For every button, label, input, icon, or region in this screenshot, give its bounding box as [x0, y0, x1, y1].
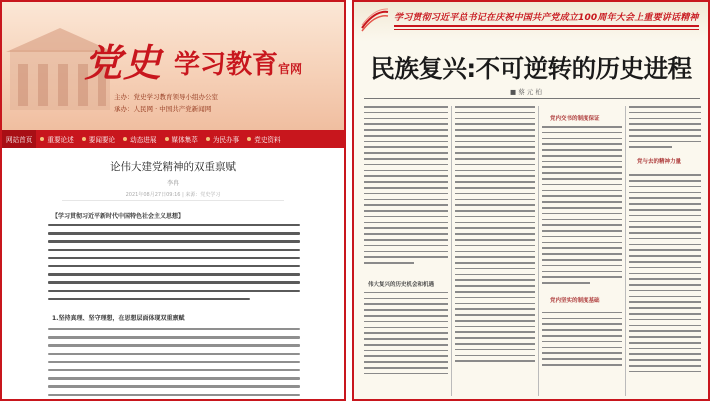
article-paragraph — [48, 328, 300, 401]
nav-item-progress[interactable] — [119, 134, 160, 144]
column-divider — [538, 106, 539, 396]
site-logo[interactable] — [84, 32, 162, 87]
bullet-icon — [82, 137, 86, 141]
article-headline: 民族复兴:不可逆转的历史进程 — [370, 54, 692, 83]
divider — [62, 200, 284, 201]
subhead-history: 伟大复兴的历史机会和机遇 — [368, 282, 435, 288]
logo-sub-text: 学习教育 — [174, 50, 279, 80]
newspaper-page — [352, 0, 710, 401]
nav-label: 重要论述 — [47, 136, 74, 144]
divider — [394, 25, 699, 27]
nav-item-home[interactable] — [2, 130, 36, 148]
column-header: 学习贯彻习近平总书记在庆祝中国共产党成立100周年大会上重要讲话精神 — [394, 13, 699, 23]
nav-label: 为民办事 — [212, 136, 240, 144]
undertaker-text: 承办：人民网 · 中国共产党新闻网 — [114, 105, 212, 113]
editor-note: 【学习贯彻习近平新时代中国特色社会主义思想】 — [52, 213, 185, 220]
bullet-icon — [40, 137, 44, 141]
logo-suffix: 官网 — [278, 62, 303, 76]
nav-item-news[interactable] — [78, 134, 119, 144]
bullet-icon — [123, 137, 127, 141]
nav-label: 媒体集萃 — [171, 136, 198, 144]
column-divider — [451, 106, 452, 396]
nav-label: 动态进展 — [130, 136, 157, 144]
section-heading: 1.坚持真理、坚守理想，在思想层面体现双重禀赋 — [52, 315, 185, 322]
site-logo-subtitle — [174, 44, 302, 81]
article-title: 论伟大建党精神的双重禀赋 — [110, 161, 236, 173]
byline: ■ 蔡 元 柏 — [510, 88, 542, 96]
text-column — [364, 106, 448, 379]
bullet-icon — [206, 137, 210, 141]
logo-main-text: 党史 — [84, 40, 163, 85]
decorative-stripes-icon — [360, 8, 390, 32]
text-column — [542, 106, 622, 370]
article-paragraph — [48, 224, 300, 306]
nav-label: 党史资料 — [254, 136, 281, 144]
nav-item-history[interactable] — [243, 134, 284, 144]
subhead-foundation: 党内坚实的制度基础 — [550, 298, 600, 304]
divider — [364, 98, 700, 99]
text-column — [629, 106, 701, 377]
article-meta: 2021年08月27日09:16 | 来源：党史学习 — [125, 192, 221, 198]
text-column — [455, 106, 535, 366]
subhead-spirit: 党与去的精神力量 — [637, 159, 682, 165]
subhead-system: 党内交书的制度保证 — [550, 116, 600, 122]
organizer-text: 主办：党史学习教育领导小组办公室 — [114, 93, 218, 101]
column-divider — [625, 106, 626, 396]
nav-label: 要闻要论 — [88, 136, 116, 144]
nav-item-speeches[interactable] — [36, 134, 77, 144]
nav-item-media[interactable] — [161, 134, 202, 144]
site-nav — [2, 130, 344, 148]
bullet-icon — [247, 137, 251, 141]
website-screenshot — [0, 0, 346, 401]
nav-item-service[interactable] — [202, 134, 243, 144]
site-banner — [2, 2, 344, 130]
divider — [394, 29, 699, 30]
bullet-icon — [165, 137, 169, 141]
nav-home-label: 网站首页 — [6, 136, 33, 144]
article-author[interactable]: 李冉 — [166, 180, 179, 187]
